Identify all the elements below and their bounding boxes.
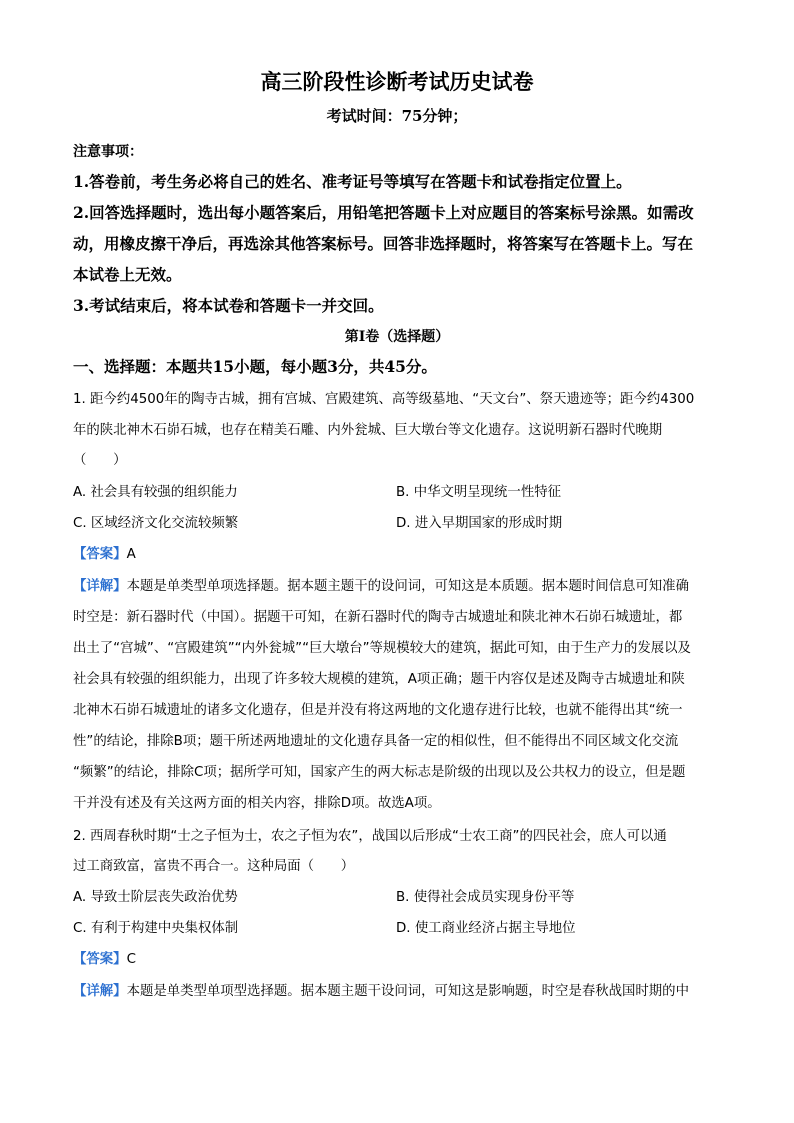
option-c: C. 区域经济文化交流较频繁 xyxy=(73,516,239,531)
note-line: 动，用橡皮擦干净后，再选涂其他答案标号。回答非选择题时，将答案写在答题卡上。写在 xyxy=(73,234,694,253)
option-d: D. 进入早期国家的形成时期 xyxy=(396,516,563,531)
note-line: 2.回答选择题时，选出每小题答案后，用铅笔把答题卡上对应题目的答案标号涂黑。如需改 xyxy=(73,203,694,222)
detail-line: 社会具有较强的组织能力，出现了许多较大规模的建筑，A项正确；题干内容仅是述及陶寺古城遗址和陕 xyxy=(73,672,685,687)
detail-line xyxy=(73,981,733,1003)
section-title: 第Ⅰ卷（选择题） xyxy=(344,329,450,345)
option-d: D. 使工商业经济占据主导地位 xyxy=(396,921,576,936)
note-line: 本试卷上无效。 xyxy=(73,265,182,284)
answer-line xyxy=(73,544,733,566)
detail-line: 干并没有述及有关这两方面的相关内容，排除D项。故选A项。 xyxy=(73,796,441,811)
detail-label: 【详解】 xyxy=(73,579,127,594)
detail-line: “频繁”的结论，排除C项；据所学可知，国家产生的两大标志是阶级的出现以及公共权力的设立，但是题 xyxy=(73,765,686,780)
detail-line: 北神木石峁石城遗址的诸多文化遗存，但是并没有将这两地的文化遗存进行比较，也就不能得出其“统一 xyxy=(73,703,683,718)
notes-heading: 注意事项： xyxy=(73,144,143,160)
detail-line: 出土了“宫城”、“宫殿建筑”“内外瓮城”“巨大墩台”等规模较大的建筑，据此可知，由于生产力的发展以及 xyxy=(73,641,691,656)
detail-text: 本题是单类型单项选择题。据本题主题干的设问词，可知这是本质题。据本题时间信息可知准确 xyxy=(126,579,689,594)
question-stem: 2. 西周春秋时期“士之子恒为士，农之子恒为农”，战国以后形成“士农工商”的四民社会，庶人可以通 xyxy=(73,829,667,844)
detail-text: 本题是单类型单项型选择题。据本题主题干设问词，可知这是影响题，时空是春秋战国时期的中 xyxy=(126,984,689,999)
question-stem: 过工商致富，富贵不再合一。这种局面（ ） xyxy=(73,859,355,874)
option-a: A. 社会具有较强的组织能力 xyxy=(73,485,238,500)
question-stem: （ ） xyxy=(73,453,127,468)
answer-value: A xyxy=(126,547,136,562)
answer-line xyxy=(73,949,733,971)
detail-line xyxy=(73,576,733,598)
option-a: A. 导致士阶层丧失政治优势 xyxy=(73,890,238,905)
option-b: B. 中华文明呈现统一性特征 xyxy=(396,485,561,500)
exam-time: 考试时间：75分钟； xyxy=(326,107,468,125)
note-line: 1.答卷前，考生务必将自己的姓名、准考证号等填写在答题卡和试卷指定位置上。 xyxy=(73,172,632,191)
section-intro: 一、选择题：本题共15小题，每小题3分，共45分。 xyxy=(73,357,437,376)
detail-line: 时空是：新石器时代（中国）。据题干可知，在新石器时代的陶寺古城遗址和陕北神木石峁石城遗址，都 xyxy=(73,610,683,625)
detail-label: 【详解】 xyxy=(73,984,127,999)
answer-value: C xyxy=(126,952,136,967)
option-b: B. 使得社会成员实现身份平等 xyxy=(396,890,575,905)
answer-label: 【答案】 xyxy=(73,547,127,562)
note-line: 3.考试结束后，将本试卷和答题卡一并交回。 xyxy=(73,296,384,315)
question-stem: 1. 距今约4500年的陶寺古城，拥有宫城、宫殿建筑、高等级墓地、“天文台”、祭天遗迹等；距今约4300 xyxy=(73,392,695,407)
page-title: 高三阶段性诊断考试历史试卷 xyxy=(260,69,534,94)
detail-line: 性”的结论，排除B项；题干所述两地遗址的文化遗存具备一定的相似性，但不能得出不同区域文化交流 xyxy=(73,734,679,749)
option-c: C. 有利于构建中央集权体制 xyxy=(73,921,239,936)
answer-label: 【答案】 xyxy=(73,952,127,967)
question-stem: 年的陕北神木石峁石城，也存在精美石雕、内外瓮城、巨大墩台等文化遗存。这说明新石器时代晚期 xyxy=(73,423,663,438)
